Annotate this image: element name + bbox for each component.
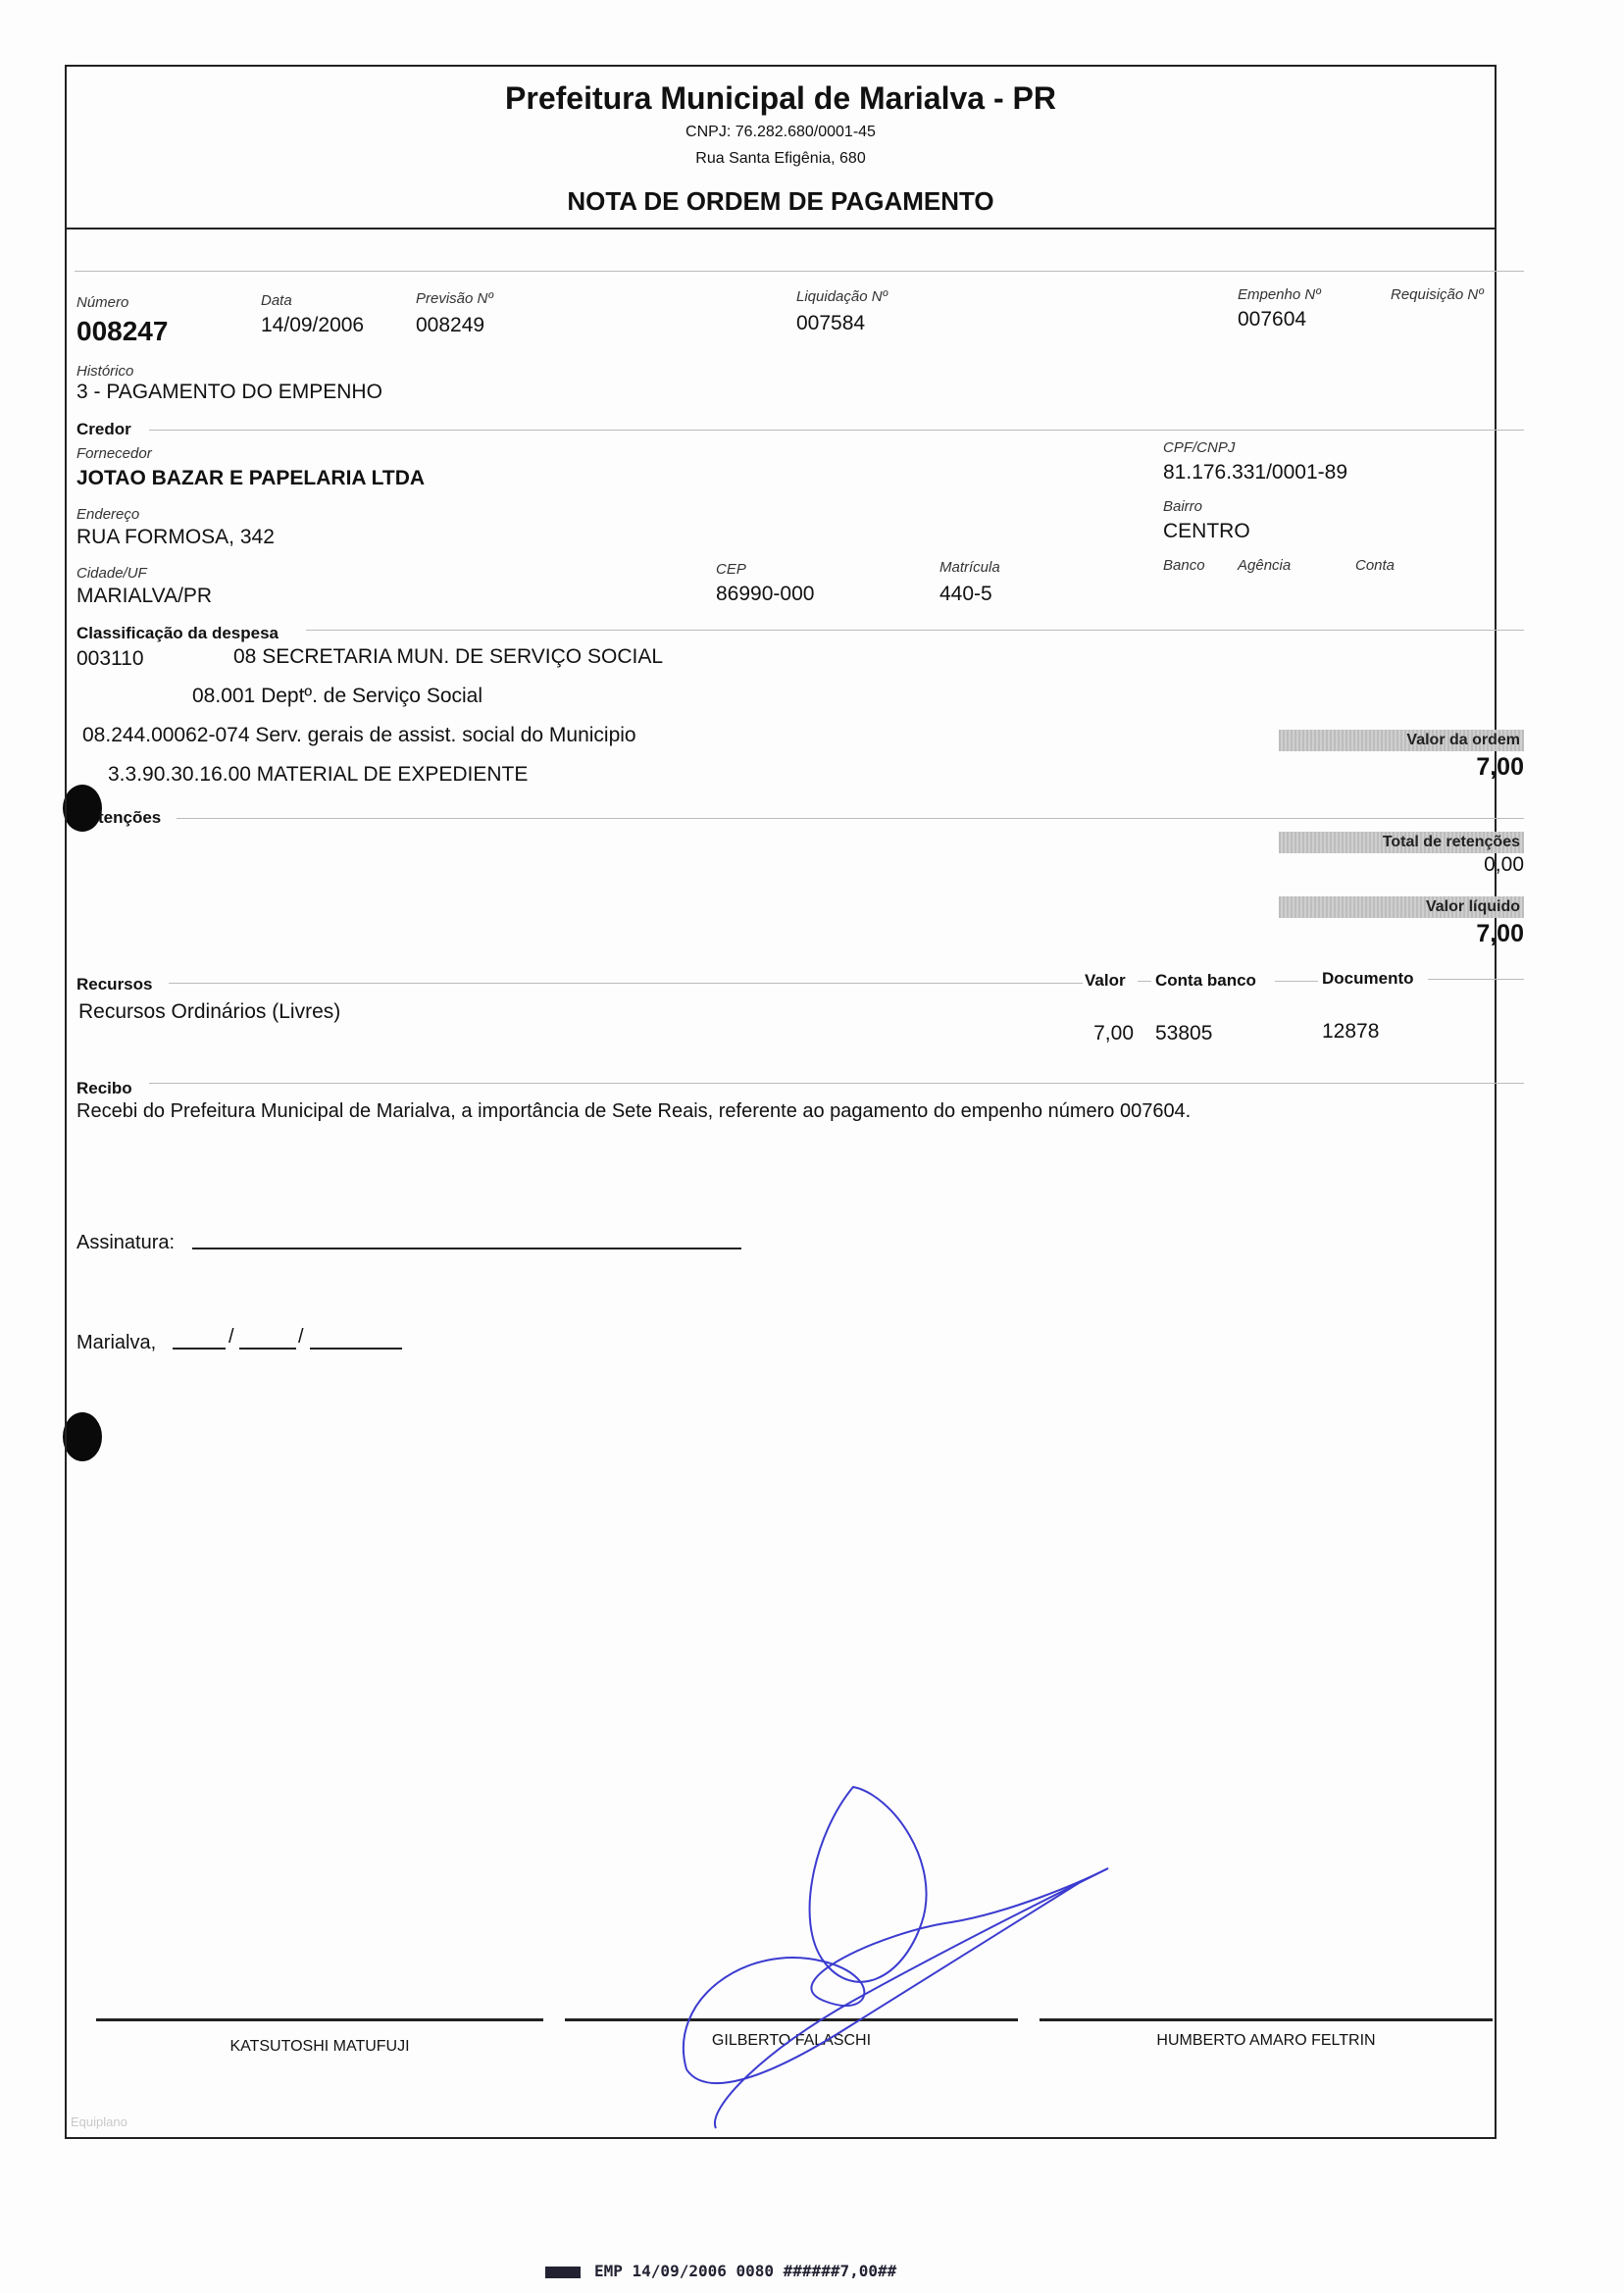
historico-value: 3 - PAGAMENTO DO EMPENHO: [76, 381, 382, 403]
recursos-rule: [169, 983, 1083, 984]
date-line-year: [310, 1348, 402, 1350]
requisicao-label: Requisição Nº: [1391, 286, 1484, 303]
signature-line-1: [96, 2018, 543, 2021]
stamp-text: EMP 14/09/2006 0080 ######7,00##: [594, 2262, 897, 2280]
assinatura-label: Assinatura:: [76, 1232, 176, 1253]
retencoes-section: tenções: [98, 808, 162, 827]
total-retencoes-bar: [1279, 832, 1524, 853]
valor-liquido-value: 7,00: [1476, 920, 1524, 947]
classificacao-section: Classificação da despesa: [76, 624, 279, 642]
data-label: Data: [261, 292, 292, 309]
date-slash-2: /: [298, 1326, 304, 1348]
mechanical-stamp: [545, 2262, 896, 2280]
classificacao-elemento: 3.3.90.30.16.00 MATERIAL DE EXPEDIENTE: [108, 763, 529, 786]
cpf-value: 81.176.331/0001-89: [1163, 461, 1348, 484]
org-cnpj: CNPJ: 76.282.680/0001-45: [685, 124, 876, 140]
recursos-conta: 53805: [1155, 1022, 1213, 1045]
matricula-label: Matrícula: [939, 559, 1000, 576]
stamp-logo-icon: [545, 2267, 581, 2278]
cep-value: 86990-000: [716, 583, 815, 605]
valor-liquido-label: Valor líquido: [1425, 898, 1520, 915]
org-title: Prefeitura Municipal de Marialva - PR: [505, 80, 1056, 116]
recibo-text: Recebi do Prefeitura Municipal de Marialva, a importância de Sete Reais, referente ao pagamento do empenho número 007604.: [76, 1100, 1192, 1122]
recursos-rule-3: [1275, 981, 1318, 982]
historico-label: Histórico: [76, 363, 134, 380]
valor-ordem-value: 7,00: [1476, 753, 1524, 781]
bairro-label: Bairro: [1163, 498, 1203, 515]
signatory-name: KATSUTOSHI MATUFUJI: [229, 2038, 410, 2055]
recursos-valor: 7,00: [1093, 1022, 1134, 1045]
cep-label: CEP: [716, 561, 746, 578]
footer-brand: Equiplano: [71, 2115, 127, 2129]
signatory-name: GILBERTO FALASCHI: [711, 2032, 872, 2049]
signatory-name: HUMBERTO AMARO FELTRIN: [1156, 2032, 1376, 2049]
valor-ordem-bar: [1279, 730, 1524, 751]
agencia-label: Agência: [1238, 557, 1292, 574]
numero-value: 008247: [76, 316, 169, 346]
recursos-fonte: Recursos Ordinários (Livres): [78, 1000, 341, 1023]
org-address: Rua Santa Efigênia, 680: [695, 150, 866, 167]
recursos-rule-2: [1138, 981, 1151, 982]
matricula-value: 440-5: [939, 583, 992, 605]
empenho-value: 007604: [1238, 308, 1307, 331]
recibo-rule: [149, 1083, 1524, 1084]
document-title: NOTA DE ORDEM DE PAGAMENTO: [567, 186, 994, 216]
valor-ordem-label: Valor da ordem: [1406, 732, 1520, 748]
data-value: 14/09/2006: [261, 314, 365, 336]
classificacao-code: 003110: [76, 647, 144, 670]
total-retencoes-label: Total de retenções: [1382, 834, 1520, 850]
bairro-value: CENTRO: [1163, 520, 1250, 542]
liquidacao-value: 007584: [796, 312, 866, 334]
endereco-value: RUA FORMOSA, 342: [76, 526, 275, 548]
banco-label: Banco: [1163, 557, 1205, 574]
retencoes-rule: [177, 818, 1524, 819]
classificacao-rule: [306, 630, 1524, 631]
handwritten-signature: [628, 1775, 1118, 2148]
recursos-section: Recursos: [76, 975, 153, 994]
conta-label: Conta: [1355, 557, 1396, 574]
cidade-value: MARIALVA/PR: [76, 585, 213, 607]
fornecedor-label: Fornecedor: [76, 445, 152, 462]
credor-rule: [149, 430, 1524, 431]
cidade-label: Cidade/UF: [76, 565, 147, 582]
numero-label: Número: [76, 294, 129, 311]
fornecedor-value: JOTAO BAZAR E PAPELARIA LTDA: [76, 467, 426, 489]
recursos-conta-label: Conta banco: [1155, 971, 1256, 990]
total-retencoes-value: 0,00: [1484, 853, 1524, 876]
recursos-valor-label: Valor: [1085, 971, 1126, 990]
endereco-label: Endereço: [76, 506, 140, 523]
header-divider: [65, 228, 1497, 229]
previsao-label: Previsão Nº: [416, 290, 493, 307]
credor-section: Credor: [76, 420, 131, 438]
recursos-documento: 12878: [1322, 1020, 1380, 1043]
liquidacao-label: Liquidação Nº: [796, 288, 888, 305]
valor-liquido-bar: [1279, 896, 1524, 918]
recibo-section: Recibo: [76, 1079, 132, 1097]
classificacao-unidade: 08.001 Deptº. de Serviço Social: [192, 685, 483, 707]
classificacao-funcional: 08.244.00062-074 Serv. gerais de assist. social do Municipio: [82, 724, 636, 746]
date-slash-1: /: [228, 1326, 234, 1348]
empenho-label: Empenho Nº: [1238, 286, 1321, 303]
recursos-rule-4: [1428, 979, 1524, 980]
cpf-label: CPF/CNPJ: [1163, 439, 1236, 456]
assinatura-line: [192, 1248, 741, 1249]
previsao-value: 008249: [416, 314, 485, 336]
local-label: Marialva,: [76, 1332, 157, 1353]
classificacao-orgao: 08 SECRETARIA MUN. DE SERVIÇO SOCIAL: [233, 645, 664, 668]
fields-top-rule: [75, 271, 1524, 272]
recursos-documento-label: Documento: [1322, 969, 1414, 988]
date-line-day: [173, 1348, 226, 1350]
date-line-month: [239, 1348, 296, 1350]
